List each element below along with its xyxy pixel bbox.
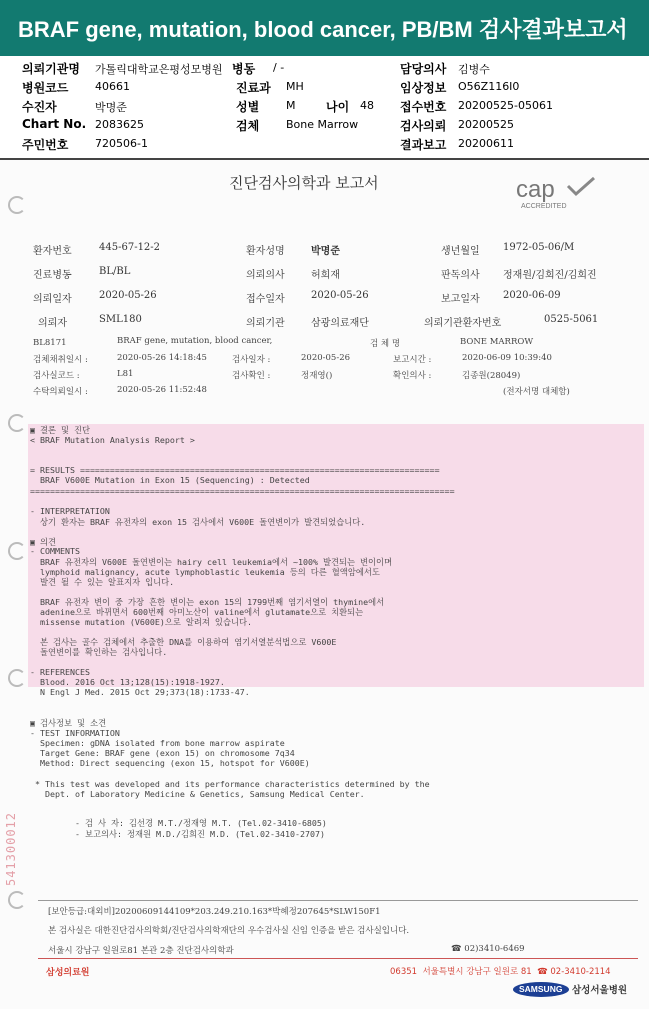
ref-header: - REFERENCES — [30, 667, 90, 677]
comment-line-6: missense mutation (V600E)으로 알려져 있습니다. — [30, 617, 252, 627]
receipt-label: 접수번호 — [400, 100, 447, 114]
specimen-r: BONE MARROW — [460, 337, 534, 347]
patient-label: 수진자 — [22, 100, 57, 114]
confirm-label: 검사확인 : — [232, 371, 271, 381]
esign-note: (전자서명 대체함) — [503, 387, 570, 397]
recv-date-label: 접수일자 — [246, 294, 285, 305]
dob-label: 생년월일 — [441, 246, 480, 257]
ti-line-2: Target Gene: BRAF gene (exon 15) on chromosome 7q34 — [30, 748, 295, 758]
address-line: 서울시 강남구 일원로81 본관 2층 진단검사의학과 — [48, 946, 234, 956]
title-bar — [0, 0, 649, 56]
chart-value: 2083625 — [95, 118, 144, 131]
received: 2020-05-26 11:52:48 — [117, 385, 207, 395]
ward-value: / - — [273, 61, 285, 74]
test-name: BRAF gene, mutation, blood cancer, — [117, 336, 273, 346]
ti-line-1: Specimen: gDNA isolated from bone marrow aspirate — [30, 738, 285, 748]
request-label: 검사의뢰 — [400, 119, 447, 133]
doctor: 허희재 — [311, 270, 340, 281]
lab-code: L81 — [117, 369, 134, 379]
attending-label: 담당의사 — [400, 62, 447, 76]
footer-divider — [38, 900, 638, 901]
report-title: BRAF gene, mutation, blood cancer, PB/BM 검사결과보고서 — [18, 17, 628, 42]
results-line: = RESULTS ======================================================================== — [30, 465, 440, 475]
check-mark-icon — [566, 176, 596, 198]
patient-no: 445-67-12-2 — [99, 242, 161, 253]
dept-label: 진료과 — [236, 81, 271, 95]
specimen-label-r: 검 체 명 — [370, 339, 401, 349]
clinical-label: 임상정보 — [400, 81, 447, 95]
ward-label-r: 진료병동 — [33, 270, 72, 281]
comment-line-2: lymphoid malignancy, acute lymphoblastic leukemia 등의 다른 혈액암에서도 — [30, 567, 380, 577]
test-code: BL8171 — [33, 338, 67, 348]
req-date: 2020-05-26 — [99, 290, 157, 301]
report-time-label: 보고시간 : — [393, 355, 432, 365]
confirm: 정재영() — [301, 371, 333, 381]
reader-label: 판독의사 — [441, 270, 480, 281]
comment-line-3: 발견 될 수 있는 알표지자 입니다. — [30, 577, 175, 587]
report-time: 2020-06-09 10:39:40 — [462, 353, 552, 363]
test-date: 2020-05-26 — [301, 353, 351, 363]
doctor-label: 의뢰의사 — [246, 270, 285, 281]
patient-value: 박명준 — [95, 101, 127, 114]
specimen-label: 검체 — [236, 119, 260, 133]
req-inst-label: 의뢰기관 — [246, 318, 285, 329]
note-line-2: Dept. of Laboratory Medicine & Genetics, Samsung Medical Center. — [30, 789, 365, 799]
comment-line-4: BRAF 유전자 변이 중 가장 흔한 변이는 exon 15의 1799번째 염기서열이 thymine에서 — [30, 597, 385, 607]
ref-line-2: N Engl J Med. 2015 Oct 29;373(18):1733-47. — [30, 687, 250, 697]
double-rule: ===================================================================================== — [30, 486, 455, 496]
test-date-label: 검사일자 : — [232, 355, 271, 365]
cap-logo — [516, 176, 596, 212]
ti-line-3: Method: Direct sequencing (exon 15, hotspot for V600E) — [30, 758, 310, 768]
conclusion-header: ▣ 결론 및 진단 — [30, 425, 91, 435]
samsung-logo — [513, 982, 569, 997]
interp-text: 상기 환자는 BRAF 유전자의 exon 15 검사에서 V600E 돌연변이가 발견되었습니다. — [30, 517, 366, 527]
hospital-label: 의뢰기관명 — [22, 62, 80, 76]
age-label: 나이 — [326, 100, 350, 114]
reader: 정재원/김희진/김희진 — [503, 270, 597, 281]
patient-no-label: 환자번호 — [33, 246, 72, 257]
clinical-value: O56Z116I0 — [458, 80, 520, 93]
chart-label: Chart No. — [22, 117, 87, 131]
punch-hole-icon — [8, 542, 26, 560]
report-date-label: 결과보고 — [400, 138, 447, 152]
ward-r: BL/BL — [99, 266, 131, 277]
age-value: 48 — [360, 99, 374, 112]
req-inst-no-label: 의뢰기관환자번호 — [424, 318, 502, 329]
dob: 1972-05-06/M — [503, 242, 575, 253]
id-label: 주민번호 — [22, 138, 69, 152]
staff-line-2: - 보고의사: 정재원 M.D./김희진 M.D. (Tel.02-3410-2707) — [30, 829, 325, 839]
ward-label: 병동 — [232, 62, 256, 76]
specimen-value: Bone Marrow — [286, 118, 359, 131]
rep-date-label: 보고일자 — [441, 294, 480, 305]
requester-label: 의뢰자 — [38, 318, 67, 329]
sex-label: 성별 — [236, 100, 260, 114]
report-heading: 진단검사의학과 보고서 — [229, 174, 379, 192]
hospital-value: 가톨릭대학교은평성모병원 — [95, 63, 223, 76]
staff-line-1: - 검 사 자: 김선경 M.T./정재영 M.T. (Tel.02-3410-6805) — [30, 818, 327, 828]
punch-hole-icon — [8, 414, 26, 432]
req-date-label: 의뢰일자 — [33, 294, 72, 305]
analysis-header: < BRAF Mutation Analysis Report > — [30, 435, 195, 445]
lab-code-label: 검사실코드 : — [33, 371, 80, 381]
collect-label: 검체채취일시 : — [33, 355, 88, 365]
punch-hole-icon — [8, 891, 26, 909]
cap-accredited: ACCREDITED — [521, 203, 567, 210]
cap-logo-text: cap — [516, 176, 555, 203]
phone-line: ☎ 02)3410-6469 — [451, 944, 525, 954]
recv-date: 2020-05-26 — [311, 290, 369, 301]
request-value: 20200525 — [458, 118, 514, 131]
dept-value: MH — [286, 80, 304, 93]
confirm-doc-label: 확인의사 : — [393, 371, 432, 381]
info-header: ▣ 검사정보 및 소견 — [30, 718, 107, 728]
security-line: [보안등급:대외비]20200609144109*203.249.210.163*박혜정207645*SLW150F1 — [48, 907, 381, 917]
note-line-1: * This test was developed and its performance characteristics determined by the — [30, 779, 430, 789]
id-value: 720506-1 — [95, 137, 148, 150]
punch-hole-icon — [8, 196, 26, 214]
code-label: 병원코드 — [22, 81, 69, 95]
req-inst-no: 0525-5061 — [544, 314, 599, 325]
side-number: 541300012 — [4, 811, 19, 887]
comment-line-1: BRAF 유전자의 V600E 돌연변이는 hairy cell leukemia에서 ~100% 발견되는 변이이며 — [30, 557, 393, 567]
interp-header: - INTERPRETATION — [30, 506, 110, 516]
result-text: BRAF V600E Mutation in Exon 15 (Sequencing) : Detected — [30, 475, 310, 485]
received-label: 수탁의뢰일시 : — [33, 387, 88, 397]
comments-header: - COMMENTS — [30, 546, 80, 556]
opinion-header: ▣ 의견 — [30, 537, 57, 547]
requester: SML180 — [99, 314, 142, 325]
footer-red-rule — [38, 958, 638, 959]
punch-hole-icon — [8, 669, 26, 687]
ref-line-1: Blood. 2016 Oct 13;128(15):1918-1927. — [30, 677, 225, 687]
cert-line: 본 검사실은 대한진단검사의학회/진단검사의학재단의 우수검사실 신임 인증을 받은 검사실입니다. — [48, 926, 410, 936]
confirm-doc: 김종원(28049) — [462, 371, 521, 381]
name-label: 환자성명 — [246, 246, 285, 257]
sex-value: M — [286, 99, 296, 112]
comment-line-5: adenine으로 바뀌면서 600번째 아미노산이 valine에서 glutamate으로 치환되는 — [30, 607, 364, 617]
code-value: 40661 — [95, 80, 130, 93]
rep-date: 2020-06-09 — [503, 290, 561, 301]
attending-value: 김병수 — [458, 63, 490, 76]
req-inst: 삼광의료재단 — [311, 318, 369, 329]
report-date-value: 20200611 — [458, 137, 514, 150]
comment-line-7: 본 검사는 골수 검체에서 추출한 DNA를 이용하여 염기서열분석법으로 V600E — [30, 637, 337, 647]
hospital-address: 06351 서울특별시 강남구 일원로 81 ☎ 02-3410-2114 — [390, 967, 611, 977]
patient-name: 박명준 — [311, 246, 340, 257]
hospital-kr: 삼성의료원 — [46, 968, 90, 978]
comment-line-8: 돌연변이를 확인하는 검사입니다. — [30, 647, 168, 657]
samsung-text: SAMSUNG — [519, 984, 563, 994]
receipt-value: 20200525-05061 — [458, 99, 553, 112]
smc-name: 삼성서울병원 — [572, 985, 628, 996]
ti-header: - TEST INFORMATION — [30, 728, 120, 738]
collect: 2020-05-26 14:18:45 — [117, 353, 207, 363]
